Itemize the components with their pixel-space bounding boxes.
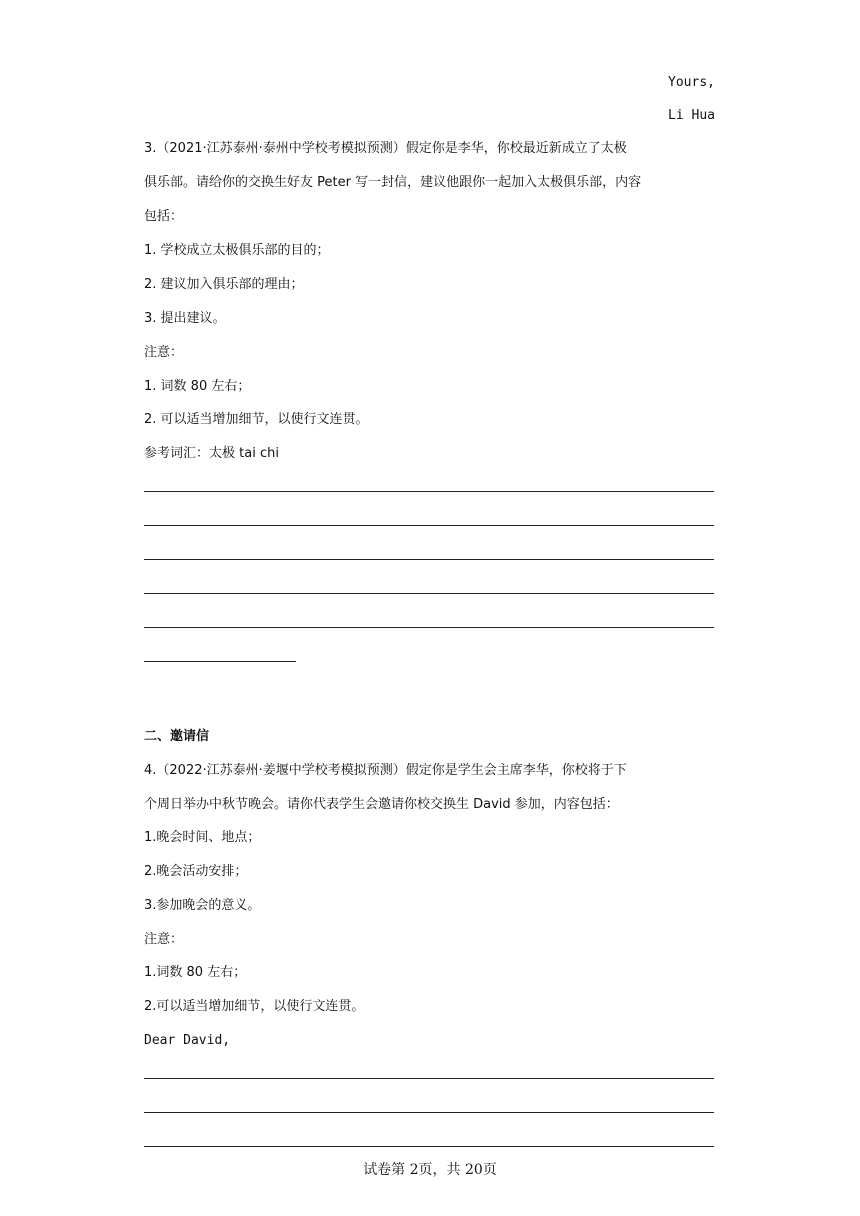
q4-intro-line-1: 4.（2022·江苏泰州·姜堰中学校考模拟预测）假定你是学生会主席李华，你校将于下: [144, 763, 627, 778]
q4-item-2: 2.晚会活动安排；: [144, 864, 248, 879]
q4-note-1: 1.词数 80 左右；: [144, 965, 247, 980]
q3-item-1: 1. 学校成立太极俱乐部的目的；: [144, 243, 330, 258]
q4-note-2: 2.可以适当增加细节，以使行文连贯。: [144, 999, 365, 1014]
q3-intro-line-2: 俱乐部。请给你的交换生好友 Peter 写一封信，建议他跟你一起加入太极俱乐部，内容: [144, 175, 642, 190]
q4-intro-line-2: 个周日举办中秋节晚会。请你代表学生会邀请你校交换生 David 参加，内容包括：: [144, 797, 619, 812]
q3-intro-line-1: 3.（2021·江苏泰州·泰州中学校考模拟预测）假定你是李华，你校最近新成立了太极: [144, 141, 627, 156]
q4-answer-line[interactable]: [144, 1112, 714, 1113]
q3-note-1: 1. 词数 80 左右；: [144, 379, 251, 394]
q4-note-label: 注意：: [144, 932, 184, 947]
q3-answer-line[interactable]: [144, 491, 714, 492]
q3-note-label: 注意：: [144, 345, 184, 360]
q4-answer-line[interactable]: [144, 1146, 714, 1147]
q3-answer-line[interactable]: [144, 593, 714, 594]
q4-item-3: 3.参加晚会的意义。: [144, 898, 261, 913]
q3-answer-line[interactable]: [144, 661, 296, 662]
closing-name: Li Hua: [668, 108, 715, 123]
q4-salutation: Dear David,: [144, 1033, 231, 1048]
q4-answer-line[interactable]: [144, 1078, 714, 1079]
q3-answer-line[interactable]: [144, 559, 714, 560]
q3-item-2: 2. 建议加入俱乐部的理由；: [144, 277, 304, 292]
q3-item-3: 3. 提出建议。: [144, 311, 226, 326]
q3-intro-line-3: 包括：: [144, 209, 184, 224]
q4-item-1: 1.晚会时间、地点；: [144, 830, 261, 845]
q3-note-2: 2. 可以适当增加细节，以使行文连贯。: [144, 412, 369, 427]
page-footer: 试卷第 2页，共 20页: [363, 1162, 497, 1178]
q3-answer-line[interactable]: [144, 627, 714, 628]
q3-answer-line[interactable]: [144, 525, 714, 526]
q3-vocab: 参考词汇：太极 tai chi: [144, 446, 279, 461]
closing-yours: Yours,: [668, 75, 715, 90]
section-heading: 二、邀请信: [144, 729, 210, 744]
